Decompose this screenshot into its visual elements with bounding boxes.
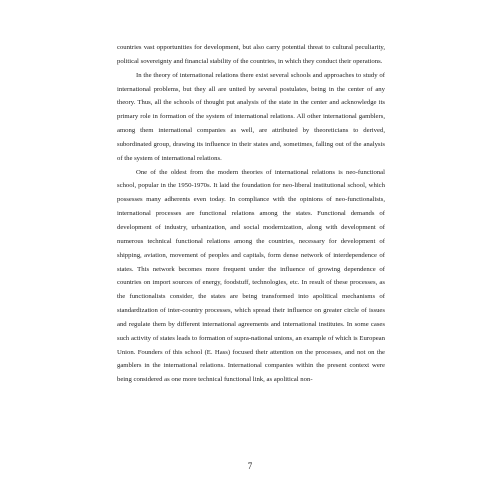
paragraph-theory-schools: In the theory of international relations there exist several schools and approaches to study of international problems, but they all are united by several postulates, being in the center of any theory. Thus, all the schools of thought put analysis of the state in the center and acknowledge its primary role in formation of the system of international relations. All other international gamblers, among them international companies as well, are attributed by theoreticians to derived, subordinated group, drawing its influence in their states and, sometimes, falling out of the analysis of the system of international relations.	[117, 71, 385, 162]
body-text	[117, 41, 385, 387]
page-number: 7	[247, 461, 253, 471]
paragraph-neo-functional-school: One of the oldest from the modern theories of international relations is neo-functional school, popular in the 1950-1970s. It laid the foundation for neo-liberal institutional school, which possesses many adherents even today. In compliance with the opinions of neo-functionalists, international processes are functional relations among the states. Functional demands of development of industry, urbanization, and social modernization, along with development of numerous technical functional relations among the countries, necessary for development of shipping, aviation, movement of peoples and capitals, form dense network of interdependence of states. This network becomes more frequent under the influence of growing dependence of countries on import sources of energy, foodstuff, technologies, etc. In result of these processes, as the functionalists consider, the states are being transformed into apolitical mechanisms of standardization of inter-country processes, which spread their influence on greater circle of issues and regulate them by different international agreements and international institutes. In some cases such activity of states leads to formation of supra-national unions, an example of which is European Union. Founders of this school (E. Hass) focused their attention on the processes, and not on the gamblers in the international relations. International companies within the present context were being considered as one more technical functional link, as apolitical non-	[117, 168, 385, 384]
paragraph-continuation: countries vast opportunities for development, but also carry potential threat to cultural peculiarity, political sovereignty and financial stability of the countries, in which they conduct their operations.	[117, 44, 385, 65]
